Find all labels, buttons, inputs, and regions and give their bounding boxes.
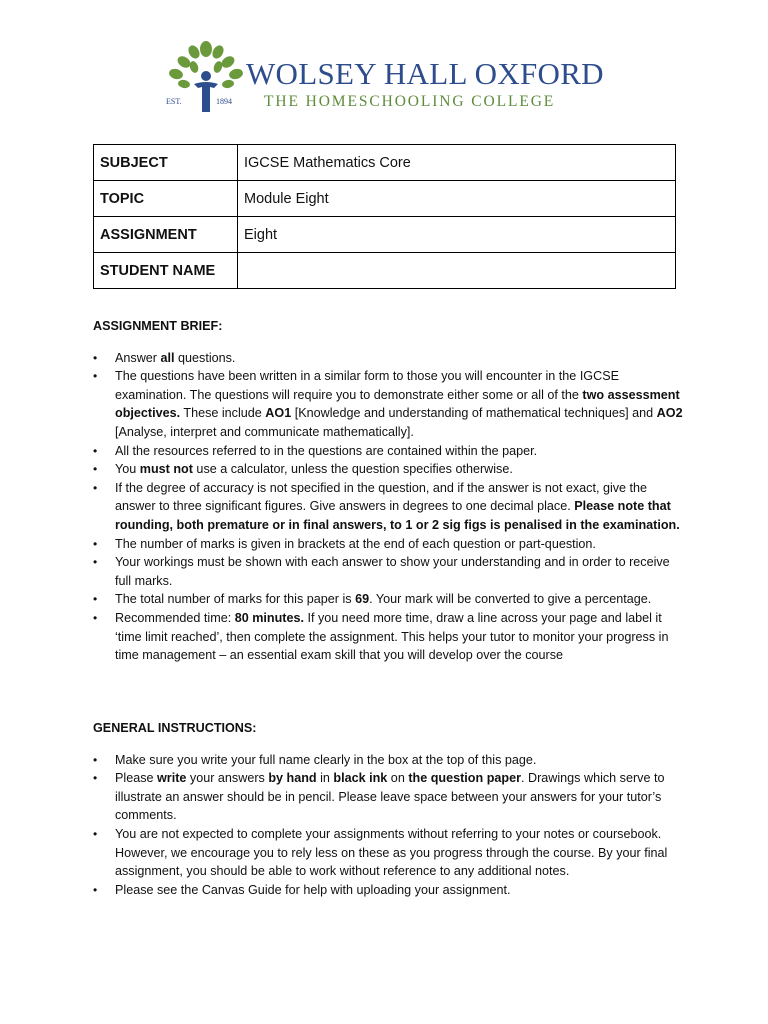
list-item [93, 367, 683, 441]
bold-text: write [157, 771, 187, 786]
text: Your workings must be shown with each answer to show your understanding and in order to receive full marks. [115, 555, 670, 588]
bold-text: Please note that rounding, both premature or in final answers, to 1 or 2 sig figs is penalised in the examination. [115, 499, 680, 532]
bullet-icon: • [93, 752, 98, 767]
table-row [94, 145, 676, 181]
bullet-icon: • [93, 555, 98, 570]
general-instructions-heading: GENERAL INSTRUCTIONS: [93, 721, 257, 735]
assignment-brief-list [93, 349, 683, 665]
student-name-field[interactable] [238, 253, 676, 289]
text: Please see the Canvas Guide for help with uploading your assignment. [115, 882, 511, 897]
wolsey-hall-logo [160, 38, 610, 116]
list-item [93, 349, 683, 368]
text: questions. [174, 350, 236, 365]
bullet-icon: • [93, 480, 98, 495]
bullet-icon: • [93, 536, 98, 551]
bullet-icon: • [93, 826, 98, 841]
logo-est-year: 1894 [216, 97, 232, 106]
bullet-icon: • [93, 369, 98, 384]
text: Recommended time: [115, 610, 235, 625]
table-row [94, 253, 676, 289]
text: on [387, 771, 409, 786]
topic-label: TOPIC [94, 181, 238, 217]
subject-value: IGCSE Mathematics Core [238, 145, 676, 181]
list-item [93, 479, 683, 535]
text: Answer [115, 350, 161, 365]
assignment-brief-heading: ASSIGNMENT BRIEF: [93, 319, 223, 333]
bullet-icon: • [93, 443, 98, 458]
bold-text: AO1 [265, 406, 292, 421]
logo-name: WOLSEY HALL OXFORD [246, 56, 604, 91]
text: in [316, 771, 334, 786]
bold-text: 69 [355, 592, 370, 607]
list-item [93, 590, 683, 609]
student-name-label: STUDENT NAME [94, 253, 238, 289]
list-item [93, 609, 683, 665]
bullet-icon: • [93, 462, 98, 477]
bold-text: 80 minutes. [234, 610, 304, 625]
text: Please [115, 771, 158, 786]
text: You are not expected to complete your assignments without referring to your notes or coursebook. However, we encourage you to rely less on these as you progress through the course. By your final assignment, you should be able to work without reference to any additional notes. [115, 826, 668, 879]
text: The number of marks is given in brackets at the end of each question or part-question. [115, 536, 596, 551]
list-item [93, 442, 683, 461]
assignment-brief-section [93, 317, 683, 665]
text: The questions have been written in a similar form to those you will encounter in the IGCSE examination. The questions will require you to demonstrate either some or all of the [115, 369, 620, 402]
bold-text: the question paper [408, 771, 521, 786]
table-row [94, 217, 676, 253]
logo-est-label: EST. [166, 97, 182, 106]
bold-text: by hand [268, 771, 317, 786]
text: The total number of marks for this paper is [115, 592, 356, 607]
text: These include [180, 406, 266, 421]
bold-text: all [160, 350, 175, 365]
assignment-label: ASSIGNMENT [94, 217, 238, 253]
logo-tagline: THE HOMESCHOOLING COLLEGE [264, 93, 556, 110]
text: [Analyse, interpret and communicate mathematically]. [115, 424, 414, 439]
bold-text: two assessment objectives. [115, 387, 680, 421]
text: Make sure you write your full name clearly in the box at the top of this page. [115, 752, 537, 767]
subject-label: SUBJECT [94, 145, 238, 181]
table-row [94, 181, 676, 217]
text: [Knowledge and understanding of mathematical techniques] and [291, 406, 657, 421]
list-item [93, 825, 683, 881]
bullet-icon: • [93, 882, 98, 897]
general-instructions-list [93, 751, 683, 900]
text: your answers [186, 771, 269, 786]
text: If you need more time, draw a line across your page and label it ‘time limit reached’, then complete the assignment. This helps your tutor to monitor your progress in time management – an essential exam skill that you will develop over the course [115, 610, 669, 663]
assignment-info-table [93, 144, 676, 289]
bullet-icon: • [93, 350, 98, 365]
bold-text: AO2 [656, 406, 683, 421]
bullet-icon: • [93, 610, 98, 625]
list-item [93, 751, 683, 770]
bold-text: must not [139, 462, 193, 477]
text: use a calculator, unless the question specifies otherwise. [192, 462, 513, 477]
assignment-value: Eight [238, 217, 676, 253]
text: If the degree of accuracy is not specified in the question, and if the answer is not exact, give the answer to three significant figures. Give answers in degrees to one decimal place. [115, 480, 648, 514]
topic-value: Module Eight [238, 181, 676, 217]
bullet-icon: • [93, 771, 98, 786]
list-item [93, 881, 683, 900]
text: All the resources referred to in the questions are contained within the paper. [115, 443, 538, 458]
list-item [93, 535, 683, 554]
list-item [93, 769, 683, 825]
general-instructions-section [93, 719, 683, 899]
bold-text: black ink [333, 771, 388, 786]
text: . Your mark will be converted to give a percentage. [369, 592, 652, 607]
bullet-icon: • [93, 592, 98, 607]
list-item [93, 460, 683, 479]
list-item [93, 553, 683, 590]
text: . Drawings which serve to illustrate an answer should be in pencil. Please leave space between your answers for your tutor’s comments. [115, 771, 665, 823]
text: You [115, 462, 140, 477]
